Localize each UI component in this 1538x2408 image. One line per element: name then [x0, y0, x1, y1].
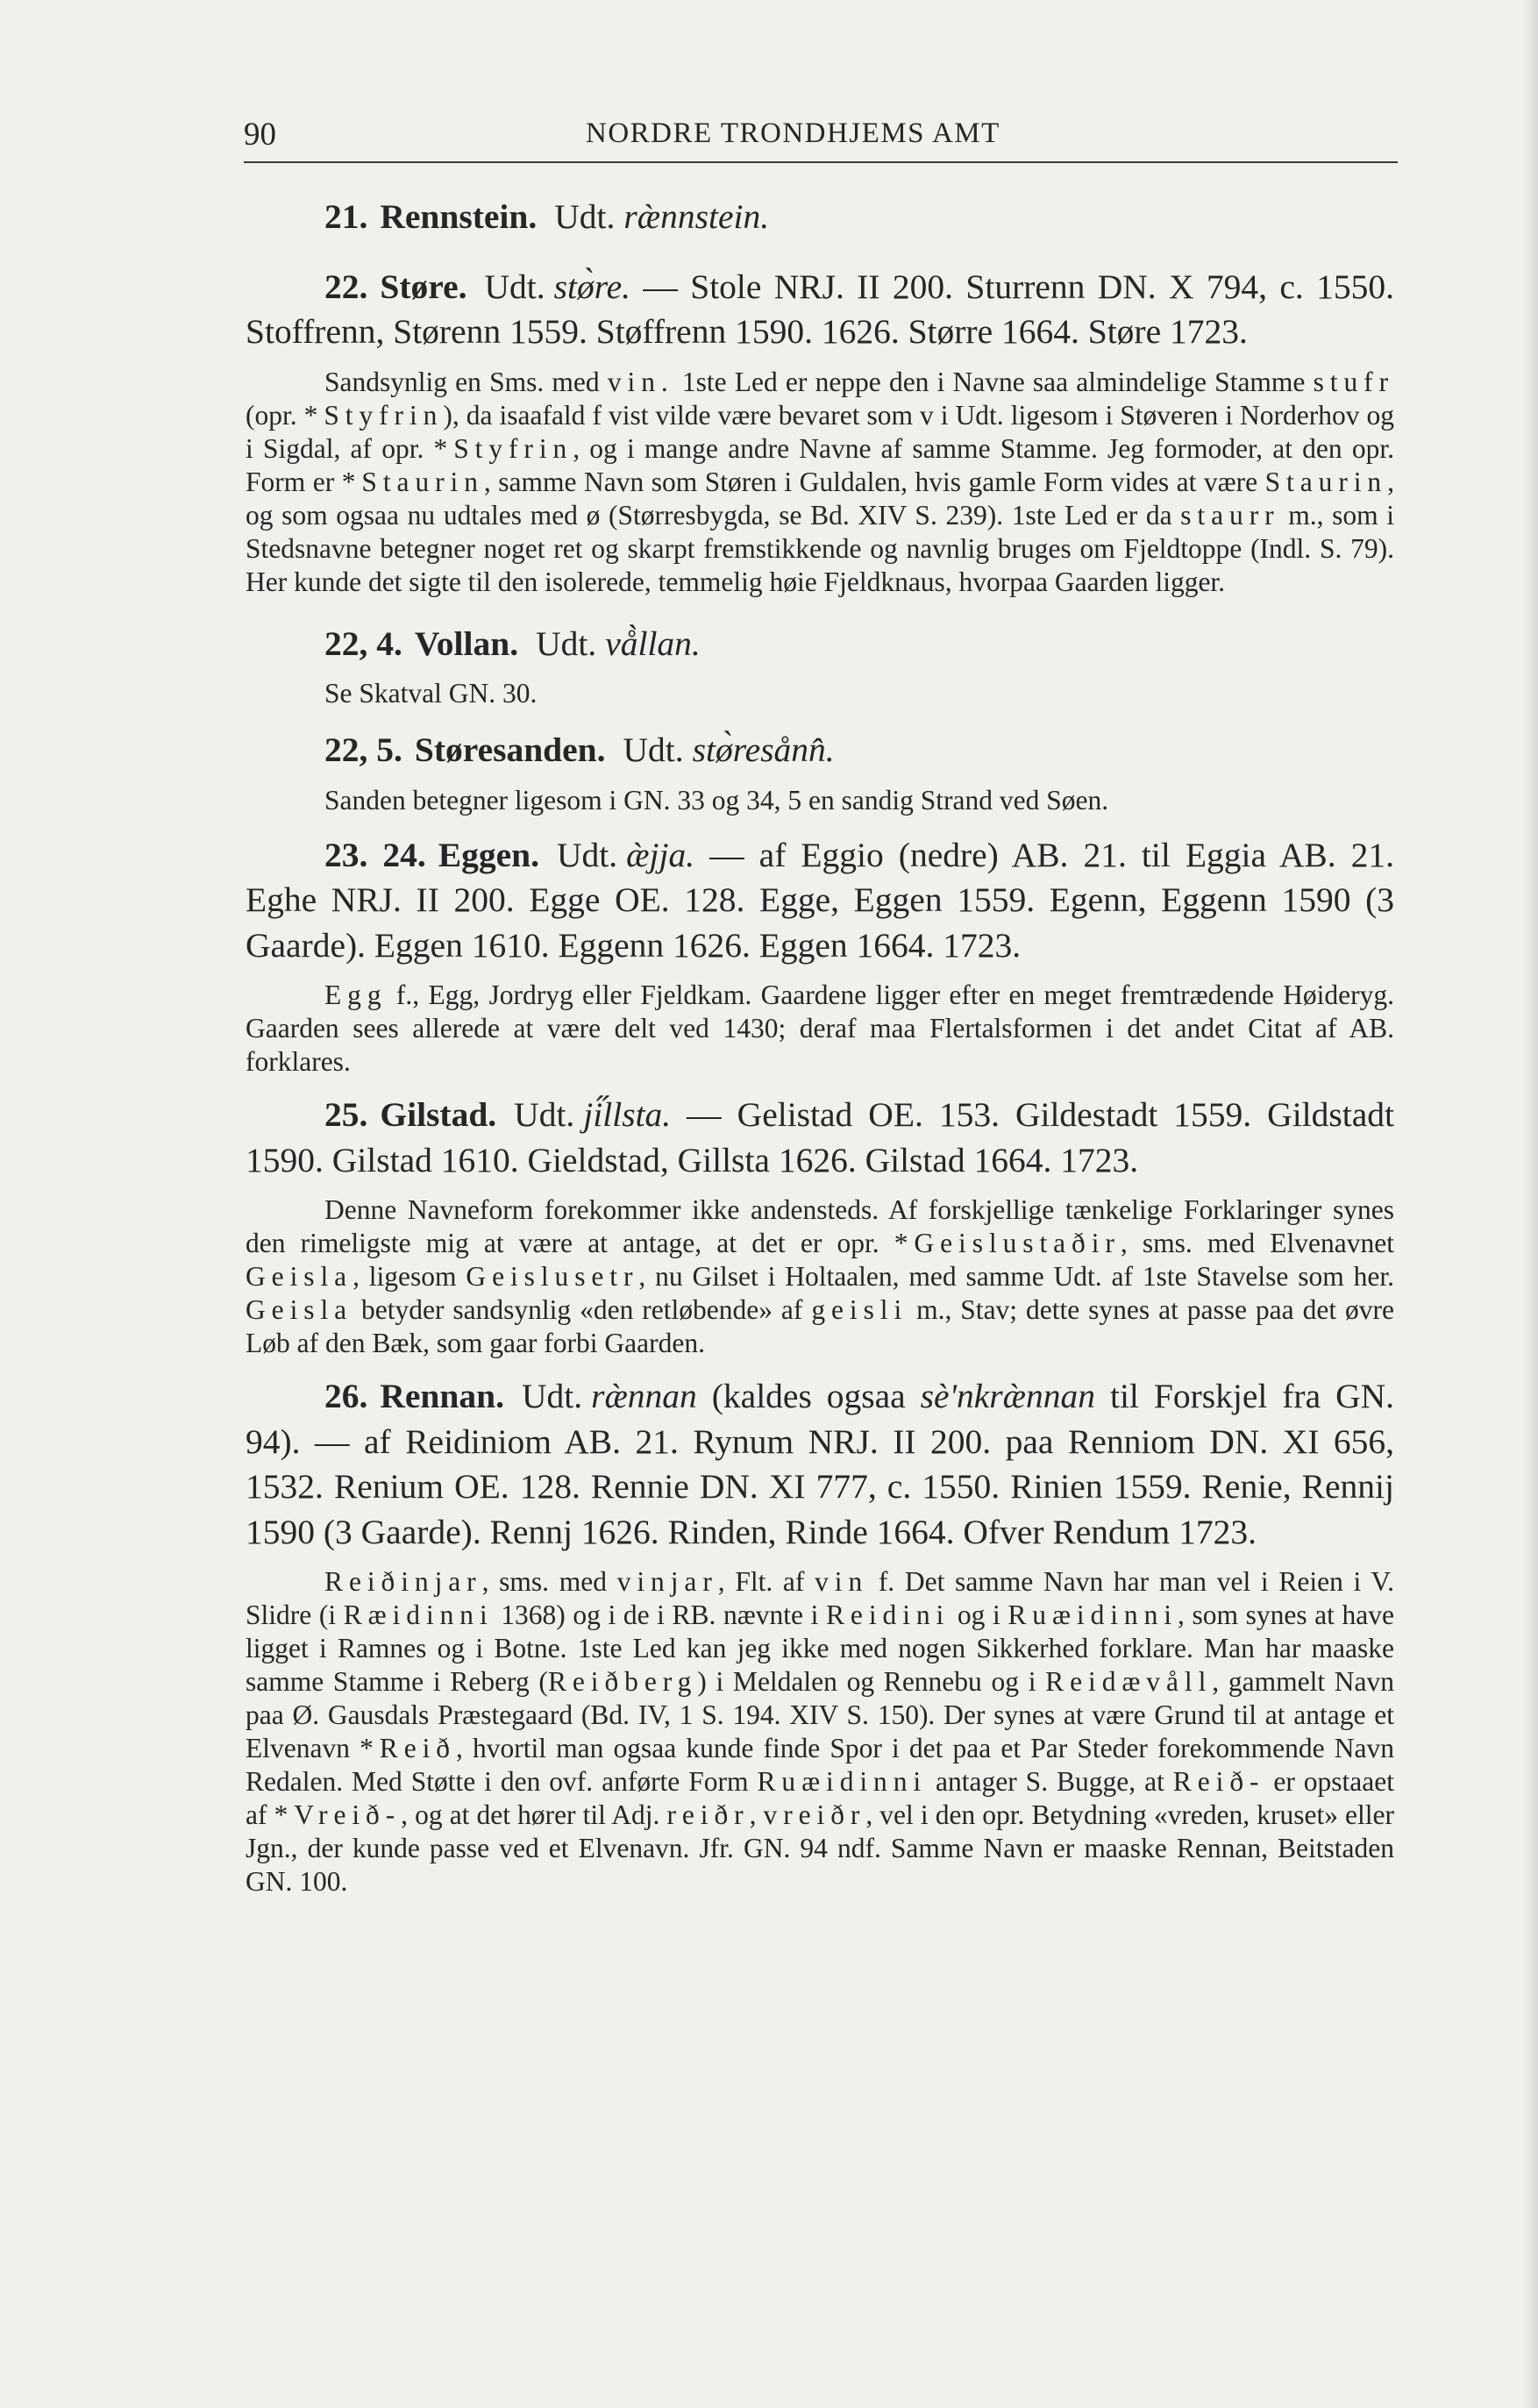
note-text: 1ste Led er neppe den i Navne saa almindelige Stamme: [673, 366, 1314, 397]
pronunciation: vå̀llan.: [605, 623, 701, 663]
spaced-term: *Styfrin: [303, 399, 444, 431]
pronunciation: stø̀re.: [553, 267, 631, 306]
note-text: , sms. med: [481, 1566, 617, 1597]
entry-25: [246, 1093, 1394, 1183]
entry-number: 26.: [324, 1377, 368, 1415]
entry-22-5-note: Sanden betegner ligesom i GN. 33 og 34, 5 en sandig Strand ved Søen.: [324, 784, 1109, 816]
page-binding-shadow: [1522, 0, 1538, 2408]
note-text: , og at det hører til Adj.: [401, 1799, 667, 1830]
spaced-term: *Geislustaðir: [894, 1228, 1121, 1258]
note-text: 1368) og i de i RB. nævnte i: [493, 1599, 826, 1630]
spaced-term: Geislusetr: [466, 1261, 639, 1292]
spaced-term: *Vreið-: [274, 1799, 402, 1830]
note-text: m., Stav; dette synes at passe paa det øvre Løb af den Bæk, som gaar forbi Gaarden.: [246, 1294, 1394, 1358]
note-text: betyder sandsynlig «den retløbende» af: [352, 1294, 812, 1325]
entry-25-note: [246, 1193, 1394, 1360]
spaced-term: vin: [815, 1566, 869, 1597]
note-text: m., som i Stedsnavne betegner noget ret og skarpt fremstikkende og navnlig bruges om Fjeldtoppe (Indl. S. 79). Her kunde det sigte til den isolerede, temmelig høie Fjeldknaus, hvorpaa Gaarden ligger.: [246, 499, 1394, 597]
entry-22: [246, 265, 1394, 355]
spaced-term: staurr: [1180, 499, 1280, 531]
udt-label: Udt.: [557, 835, 618, 874]
entry-number: 22, 5.: [324, 730, 402, 769]
historical-forms: til Forskjel fra GN. 94). — af Reidiniom AB. 21. Rynum NRJ. II 200. paa Renniom DN. XI 656, 1532. Renium OE. 128. Rennie DN. XI 777, c. 1550. Rinien 1559. Renie, Rennij 1590 (3 Gaarde). Rennj 1626. Rinden, Rinde 1664. Ofver Rendum 1723.: [246, 1377, 1395, 1551]
historical-forms: — af Eggio (nedre) AB. 21. til Eggia AB. 21. Eghe NRJ. II 200. Egge OE. 128. Egge, Eggen 1559. Egenn, Eggenn 1590 (3 Gaarde). Eggen 1610. Eggenn 1626. Eggen 1664. 1723.: [246, 835, 1395, 965]
entry-number: 22.: [324, 267, 368, 306]
entry-22-5: [246, 728, 1394, 773]
spaced-term: *Styfrin: [433, 432, 573, 464]
spaced-term: stufr: [1313, 366, 1394, 397]
spaced-term: vinjar: [616, 1566, 718, 1597]
pronunciation: ræ̀nnstein.: [623, 197, 770, 236]
note-text: ) i Meldalen og Rennebu og i: [697, 1666, 1046, 1697]
pronunciation: ji̋llsta.: [583, 1095, 672, 1134]
note-text: , nu Gilset i Holtaalen, med samme Udt. af 1ste Stavelse som her.: [638, 1261, 1394, 1292]
entry-23-24-note: [246, 979, 1394, 1079]
note-text: er opstaaet af: [246, 1766, 1394, 1830]
spaced-term: Ruæidinni: [1008, 1599, 1178, 1630]
spaced-term: Ruæidinni: [757, 1766, 928, 1797]
spaced-term: *Staurin: [341, 466, 484, 497]
entry-22-4-note: Se Skatval GN. 30.: [324, 678, 538, 709]
note-text: , vel i den opr. Betydning «vreden, kruset» eller Jgn., der kunde passe ved et Elvenavn. Jfr. GN. 94 ndf. Samme Navn er maaske Rennan, Beitstaden GN. 100.: [246, 1799, 1394, 1897]
note-text: Denne Navneform forekommer ikke andensteds. Af forskjellige tænkelige Forklaringer synes den rimeligste mig at være at antage, at det er opr.: [246, 1194, 1394, 1258]
udt-label: Udt.: [536, 623, 597, 663]
note-text: ), da isaafald f vist vilde være bevaret som v i Udt. ligesom i Støveren i Norderhov og i Sigdal, af opr.: [246, 399, 1394, 464]
spaced-term: geisli: [811, 1294, 908, 1325]
udt-label: Udt.: [554, 197, 616, 236]
note-text: , gammelt Navn paa Ø. Gausdals Præstegaard (Bd. IV, 1 S. 194. XIV S. 150). Der synes at være Grund til at antage et Elvenavn: [246, 1666, 1395, 1763]
entry-number: 25.: [324, 1095, 368, 1134]
pronunciation: ræ̀nnan: [591, 1377, 697, 1415]
historical-forms: — Stole NRJ. II 200. Sturrenn DN. X 794, c. 1550. Stoffrenn, Størenn 1559. Støffrenn 1590. 1626. Større 1664. Støre 1723.: [246, 267, 1394, 351]
header-rule: [244, 161, 1398, 163]
spaced-term: Reiðberg: [547, 1666, 698, 1697]
note-text: , hvortil man ogsaa kunde finde Spor i det paa et Par Steder forekommende Navn Redalen. Med Støtte i den ovf. anførte Form: [246, 1733, 1394, 1797]
entry-name: Vollan.: [414, 623, 519, 663]
note-text: antager S. Bugge, at: [927, 1766, 1173, 1797]
spaced-term: Geisla: [246, 1261, 353, 1292]
note-text: Sandsynlig en Sms. med: [324, 366, 608, 397]
spaced-term: Ræidinni: [343, 1599, 494, 1630]
entry-26-note: [246, 1565, 1394, 1899]
entry-number: 22, 4.: [324, 623, 402, 663]
entry-name: Rennstein.: [380, 197, 538, 236]
entry-23-24: [246, 833, 1394, 969]
spaced-term: vreiðr: [763, 1799, 866, 1830]
note-text: (opr.: [246, 399, 304, 431]
alternate-pronunciation: sè'nkræ̀nnan: [920, 1377, 1096, 1415]
entry-21: [246, 195, 1394, 240]
note-text: , og i mange andre Navne af samme Stamme. Jeg formoder, at den opr. Form er: [246, 432, 1394, 497]
note-text: f., Egg, Jordryg eller Fjeldkam. Gaardene ligger efter en meget fremtrædende Høideryg. Gaarden sees allerede at være delt ved 1430; deraf maa Flertalsformen i det andet Citat af AB. forklares.: [246, 980, 1394, 1077]
entry-name: Eggen.: [438, 835, 540, 874]
note-text: , og som ogsaa nu udtales med ø (Størresbygda, se Bd. XIV S. 239). 1ste Led er da: [246, 466, 1394, 531]
note-text: f. Det samme Navn har man vel i Reien i V. Slidre (i: [246, 1566, 1394, 1630]
spaced-term: Reiðinjar: [324, 1566, 482, 1597]
note-text: , ligesom: [352, 1261, 466, 1292]
pronunciation: æ̀jja.: [626, 835, 695, 874]
spaced-term: Staurin: [1264, 466, 1388, 497]
note-text: , samme Navn som Støren i Guldalen, hvis gamle Form vides at være: [483, 466, 1265, 497]
note-text: , som synes at have ligget i Ramnes og i Botne. 1ste Led kan jeg ikke med nogen Sikkerhed forklare. Man har maaske samme Stamme i Reberg (: [246, 1599, 1394, 1697]
spaced-term: Reidævåll: [1045, 1666, 1213, 1697]
entry-name: Gilstad.: [380, 1095, 497, 1134]
alternate-intro: (kaldes ogsaa: [711, 1377, 906, 1415]
spaced-term: *Reið: [360, 1733, 456, 1763]
entry-22-4: [246, 622, 1394, 667]
spaced-term: Geisla: [246, 1294, 353, 1325]
entry-number: 23. 24.: [324, 835, 426, 874]
spaced-term: Egg: [324, 980, 388, 1010]
udt-label: Udt.: [521, 1377, 583, 1415]
spaced-term: Reið-: [1172, 1766, 1265, 1797]
entry-22-note: [246, 366, 1394, 599]
running-title: NORDRE TRONDHJEMS AMT: [586, 118, 1000, 149]
udt-label: Udt.: [484, 267, 545, 306]
udt-label: Udt.: [623, 730, 684, 769]
note-text: og i: [950, 1599, 1008, 1630]
entry-name: Rennan.: [380, 1377, 504, 1415]
entry-name: Støresanden.: [414, 730, 606, 769]
pronunciation: stø̀resånn̂.: [692, 730, 835, 769]
entry-name: Støre.: [380, 267, 467, 306]
note-text: , sms. med Elvenavnet: [1120, 1228, 1394, 1258]
page-content: [246, 195, 1394, 1899]
note-text: ,: [749, 1799, 764, 1830]
entry-number: 21.: [324, 197, 368, 236]
spaced-term: Reidini: [825, 1599, 951, 1630]
udt-label: Udt.: [514, 1095, 575, 1134]
historical-forms: — Gelistad OE. 153. Gildestadt 1559. Gildstadt 1590. Gilstad 1610. Gieldstad, Gillsta 1626. Gilstad 1664. 1723.: [246, 1095, 1394, 1179]
entry-26: [246, 1374, 1394, 1555]
spaced-term: vin.: [607, 366, 674, 397]
note-text: , Flt. af: [717, 1566, 815, 1597]
page-number: 90: [244, 117, 276, 153]
spaced-term: reiðr: [666, 1799, 750, 1830]
